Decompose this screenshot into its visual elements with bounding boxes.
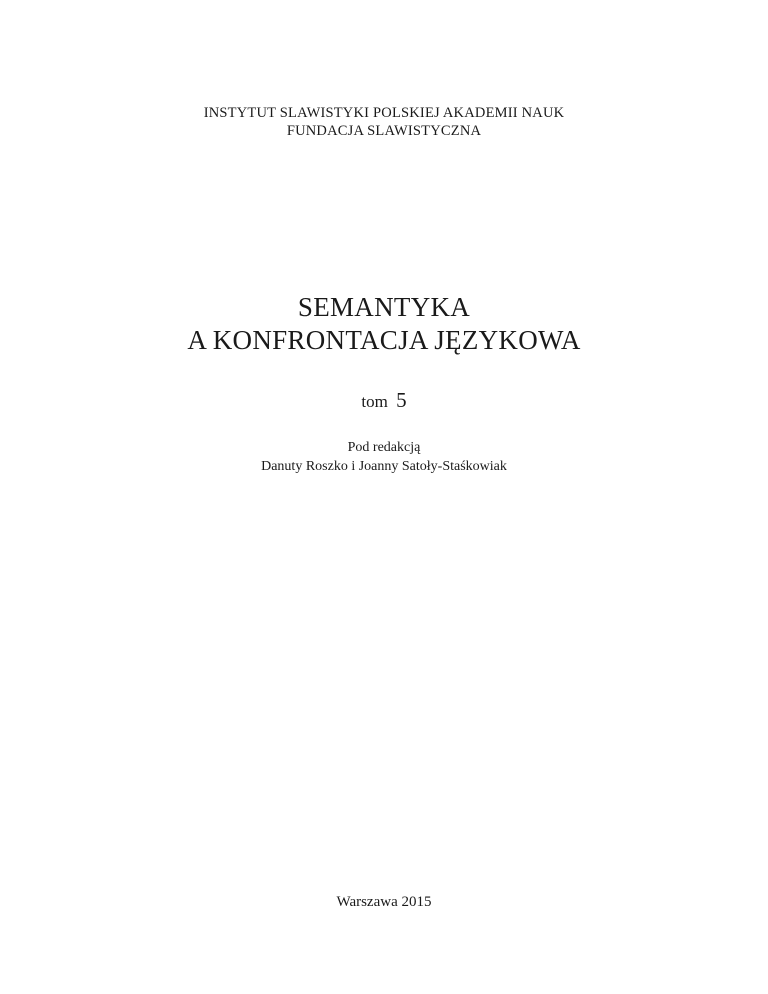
book-title [0, 291, 768, 357]
title-line-2: A KONFRONTACJA JĘZYKOWA [187, 325, 581, 355]
volume-label: tom [361, 392, 388, 411]
institution-line-2: FUNDACJA SLAWISTYCZNA [286, 123, 482, 139]
editors-label: Pod redakcją [347, 440, 421, 455]
volume-designation [0, 389, 768, 413]
title-line-1: SEMANTYKA [297, 292, 471, 322]
institution-line-1: INSTYTUT SLAWISTYKI POLSKIEJ AKADEMII NAUK [203, 105, 565, 121]
editors-block [0, 438, 768, 476]
volume-number: 5 [396, 388, 407, 412]
publisher-institutions [0, 104, 768, 140]
editors-names: Danuty Roszko i Joanny Satoły-Staśkowiak [261, 459, 507, 474]
imprint: Warszawa 2015 [336, 894, 432, 910]
